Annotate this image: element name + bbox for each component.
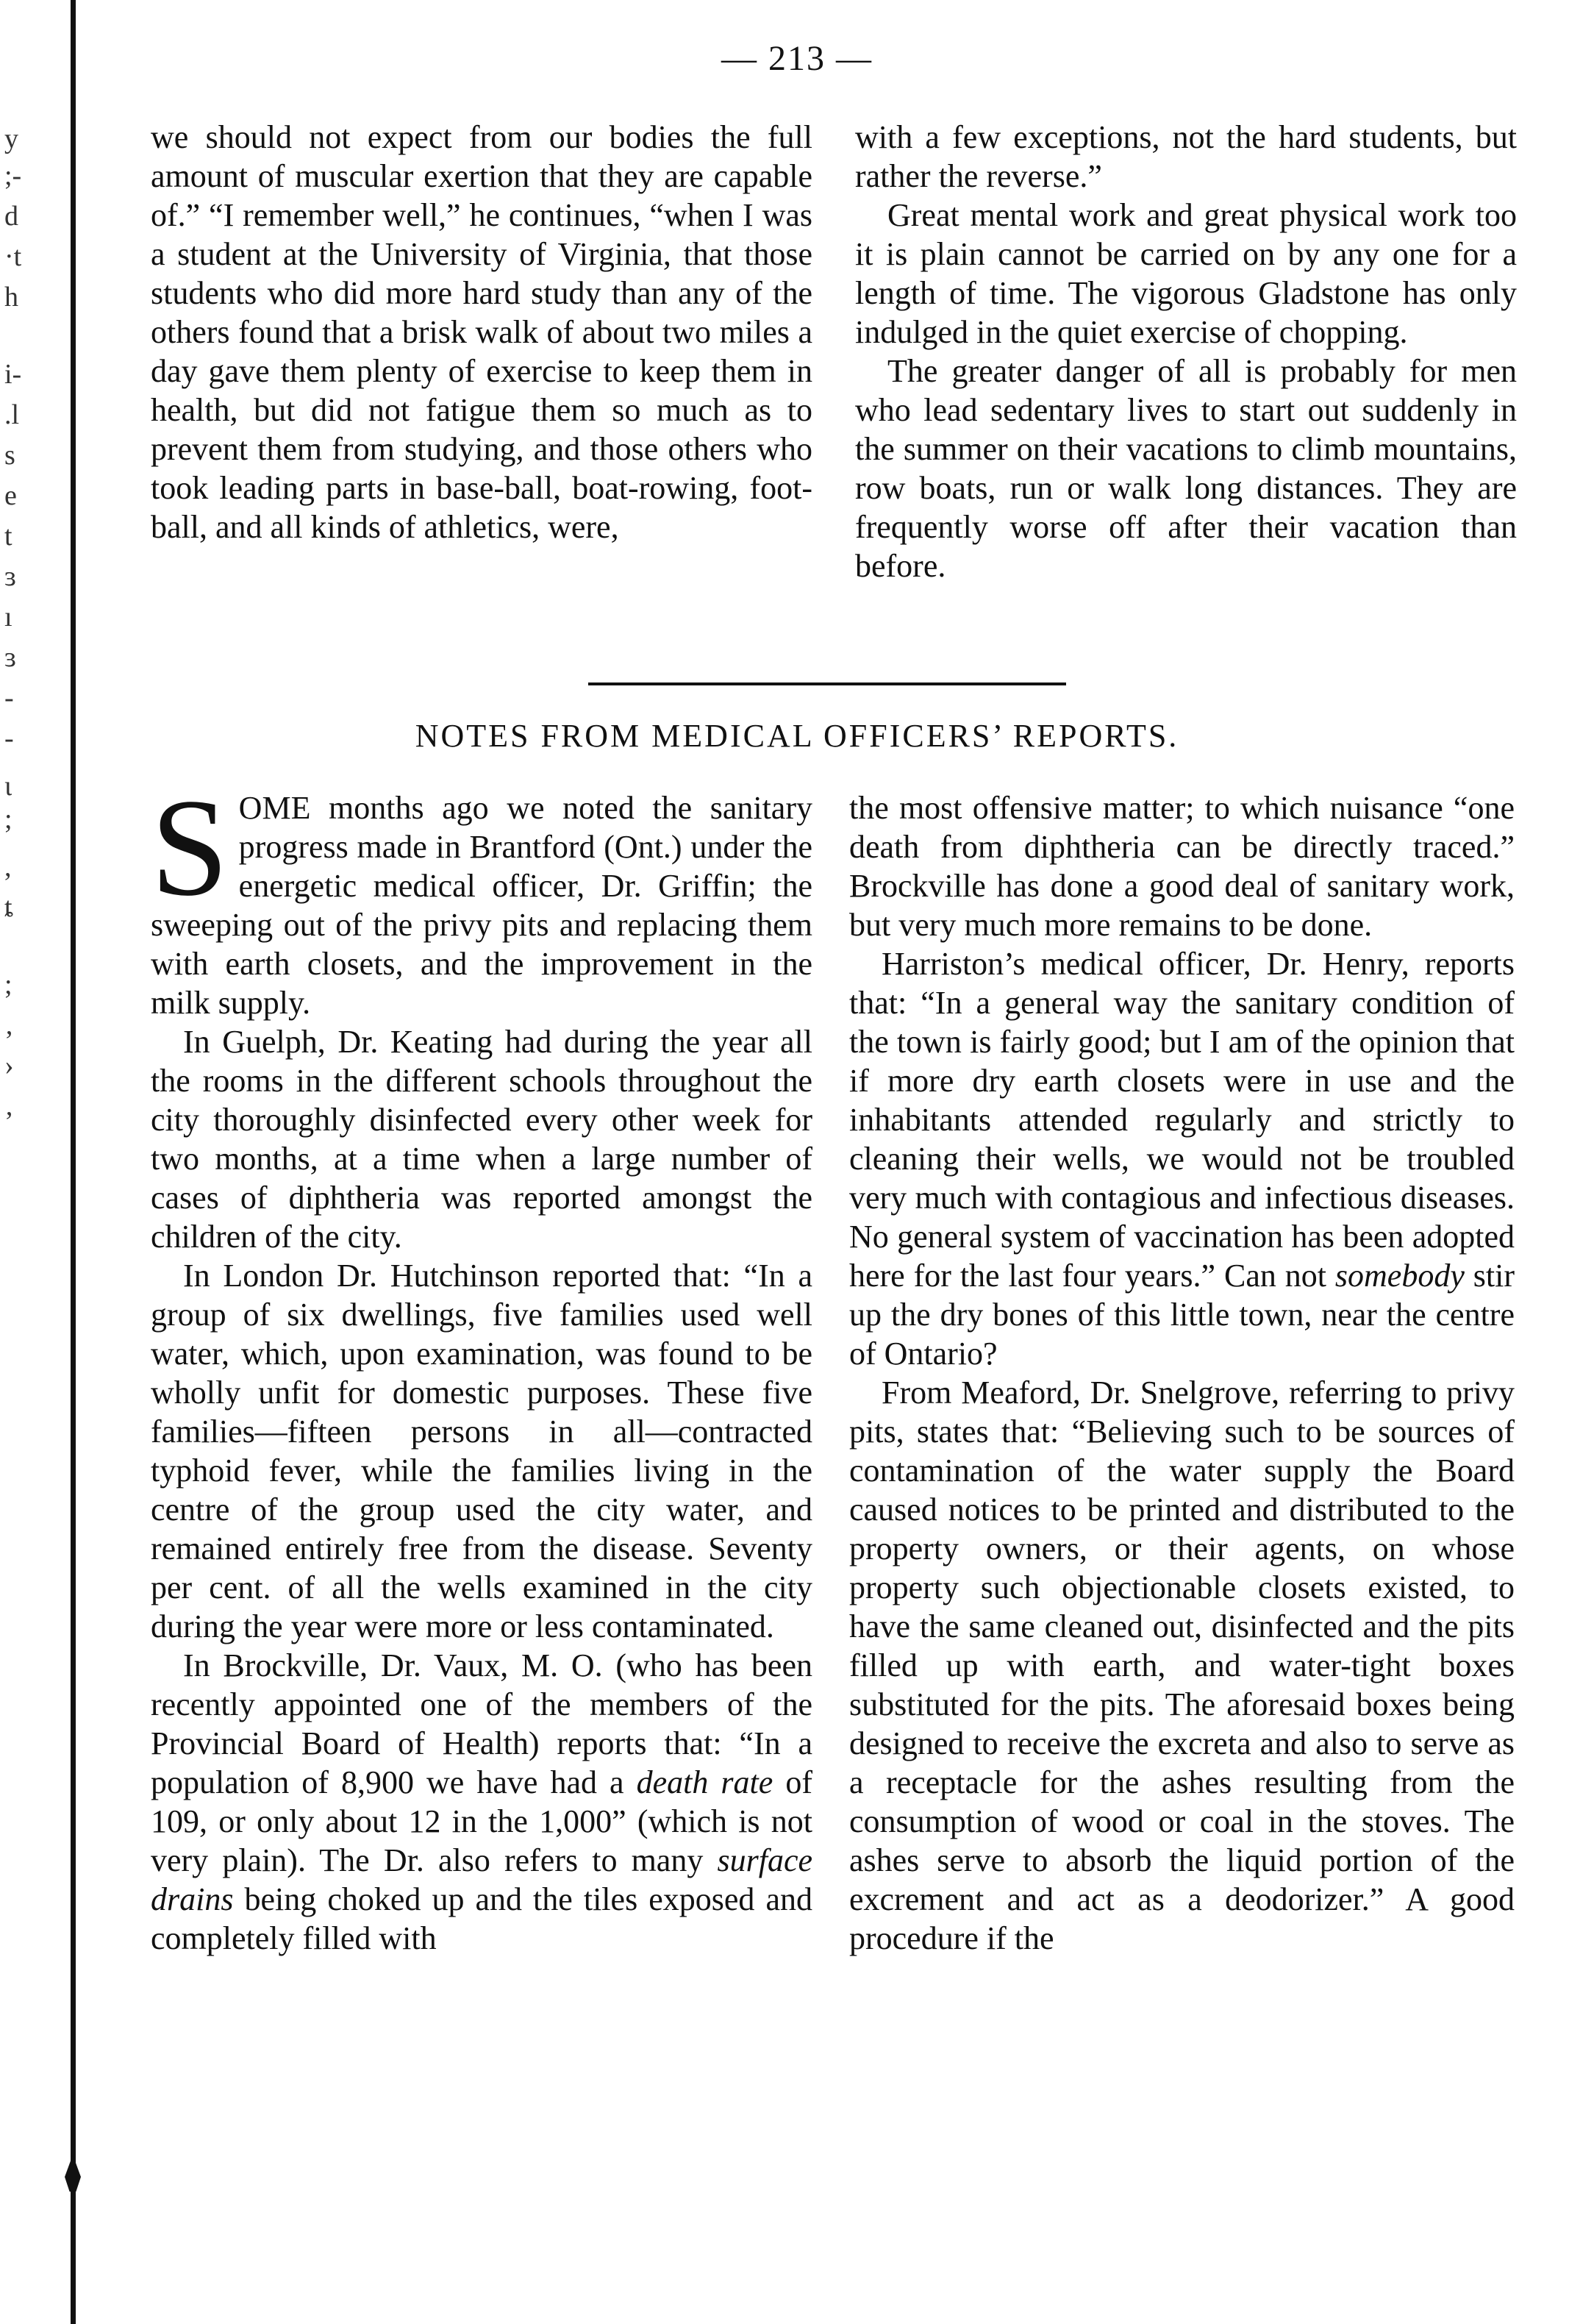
paragraph: In Guelph, Dr. Keating had during the year all the rooms in the different schools throughout the city thoroughly disinfected every other week for two months, at a time when a large number of cases of diphtheria was reported amongst the children of the city. bbox=[151, 1024, 812, 1255]
bottom-left-column bbox=[151, 771, 813, 1958]
margin-fragment: d bbox=[4, 201, 18, 232]
italic-text: somebody bbox=[1334, 1258, 1465, 1294]
margin-rule-ornament bbox=[65, 2155, 81, 2192]
paragraph: the most offensive matter; to which nuisance “one death from diphtheria can be directly traced.” Brockville has done a good deal of sanitary work, but very much more remains to be done. bbox=[849, 790, 1515, 943]
margin-fragment: i- bbox=[4, 359, 22, 390]
bottom-right-column bbox=[849, 788, 1515, 1958]
italic-text: death rate bbox=[636, 1764, 773, 1800]
margin-fragment: y bbox=[4, 124, 18, 154]
page-number: — 213 — bbox=[721, 39, 873, 78]
margin-fragment: ; bbox=[4, 804, 12, 835]
italic-text: surface drains bbox=[151, 1842, 813, 1917]
paragraph-text: of 109, or only about 12 in the 1,000” (which is not very plain). The Dr. also refers to many bbox=[151, 1764, 812, 1878]
margin-fragment: ȶ bbox=[4, 892, 14, 923]
margin-fragment: ;- bbox=[4, 160, 22, 191]
margin-fragment: › bbox=[4, 1050, 14, 1081]
opening-paragraph bbox=[151, 771, 812, 1022]
drop-cap: S bbox=[151, 771, 229, 925]
section-title: NOTES FROM MEDICAL OFFICERS’ REPORTS. bbox=[415, 718, 1179, 754]
paragraph-text: being choked up and the tiles exposed and completely filled with bbox=[151, 1881, 812, 1956]
margin-fragment: ı bbox=[4, 602, 12, 632]
top-right-column bbox=[855, 118, 1517, 585]
left-margin-rule bbox=[71, 0, 76, 2324]
margin-fragment: ·t bbox=[4, 241, 22, 272]
margin-fragment: s bbox=[4, 440, 15, 471]
margin-fragment: ; bbox=[4, 969, 12, 1000]
margin-fragment: .l bbox=[4, 399, 20, 430]
paragraph: From Meaford, Dr. Snelgrove, referring to privy pits, states that: “Believing such to be sources of contamination of the water supply the Board caused notices to be printed and distributed to the property owners, or their agents, on whose property such objectionable closets existed, to have the same cleaned out, disinfected and the pits filled up with earth, and water-tight boxes substituted for the pits. The aforesaid boxes being designed to receive the excreta and also to serve as a receptacle for the ashes resulting from the consumption of wood or coal in the stoves. The ashes serve to absorb the liquid portion of the excrement and act as a deodorizer.” A good procedure if the bbox=[849, 1375, 1515, 1956]
margin-fragment: e bbox=[4, 480, 17, 511]
paragraph: we should not expect from our bodies the full amount of muscular exertion that they are capable of.” “I remember well,” he continues, “when I was a student at the University of Virginia, that those students who did more hard study than any of the others found that a brisk walk of about two miles a day gave them plenty of exercise to keep them in health, but did not fatigue them so much as to prevent them from studying, and those others who took leading parts in base-ball, boat-rowing, foot-ball, and all kinds of athletics, were, bbox=[151, 119, 812, 545]
paragraph-text: stir up the dry bones of this little town, near the centre of Ontario? bbox=[849, 1258, 1515, 1372]
top-left-column bbox=[151, 118, 812, 546]
margin-fragment: ‚ bbox=[4, 1010, 14, 1041]
margin-fragment: ‚ bbox=[4, 1091, 14, 1122]
paragraph bbox=[849, 944, 1515, 1373]
paragraph: The greater danger of all is probably for men who lead sedentary lives to start out suddenly in the summer on their vacations to climb mountains, row boats, run or walk long distances. They are frequently worse off after their vacation than before. bbox=[855, 353, 1517, 584]
margin-fragment: - bbox=[4, 682, 14, 713]
margin-fragment: ι bbox=[4, 771, 12, 802]
paragraph-text: OME months ago we noted the sanitary progress made in Brantford (Ont.) under the energetic medical officer, Dr. Griffin; the sweeping out of the privy pits and replacing them with earth closets, and the improvement in the milk supply. bbox=[151, 790, 812, 1021]
margin-fragment: ɜ bbox=[4, 561, 16, 592]
paragraph: Great mental work and great physical work too it is plain cannot be carried on by any one for a length of time. The vigorous Gladstone has only indulged in the quiet exercise of chopping. bbox=[855, 197, 1517, 350]
paragraph: In London Dr. Hutchinson reported that: “In a group of six dwellings, five families used well water, which, upon examination, was found to be wholly unfit for domestic purposes. These five families—fifteen persons in all—contracted typhoid fever, while the families living in the centre of the group used the city water, and remained entirely free from the disease. Seventy per cent. of all the wells examined in the city during the year were more or less contaminated. bbox=[151, 1258, 812, 1644]
paragraph-text: In Brockville, Dr. Vaux, M. O. (who has been recently appointed one of the members of the Provincial Board of Health) reports that: “In a population of 8,900 we have had a bbox=[151, 1647, 812, 1800]
paragraph-text: Harriston’s medical officer, Dr. Henry, reports that: “In a general way the sanitary condition of the town is fairly good; but I am of the opinion that if more dry earth closets were in use and the inhabitants attended regularly and strictly to cleaning their wells, we would not be troubled very much with contagious and infectious diseases. No general system of vaccination has been adopted here for the last four years.” Can not bbox=[849, 946, 1515, 1294]
margin-fragment: ɜ bbox=[4, 642, 16, 673]
paragraph bbox=[151, 1646, 812, 1958]
margin-fragment: - bbox=[4, 723, 14, 754]
margin-fragment: , bbox=[4, 852, 12, 883]
paragraph: with a few exceptions, not the hard students, but rather the reverse.” bbox=[855, 119, 1517, 194]
margin-fragment: t bbox=[4, 521, 12, 552]
margin-fragment: h bbox=[4, 282, 18, 313]
section-divider bbox=[588, 682, 1066, 685]
